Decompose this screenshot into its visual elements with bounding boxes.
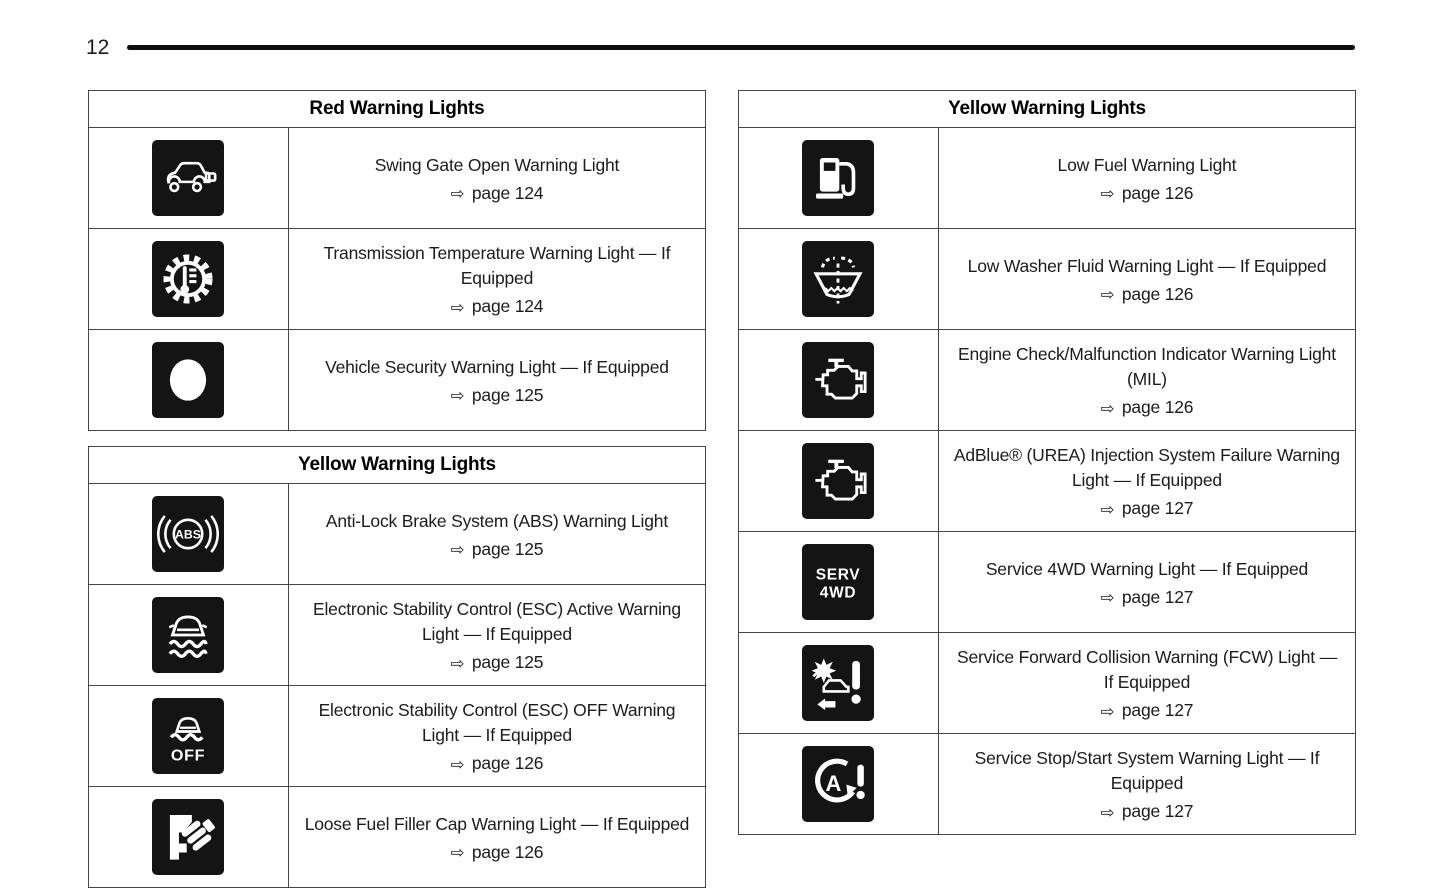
vehicle-security-icon [157, 347, 219, 413]
icon-cell [739, 633, 939, 734]
warning-light-row [739, 431, 1356, 532]
warning-light-row [89, 229, 706, 330]
icon-cell [89, 128, 289, 229]
warning-light-label: Service 4WD Warning Light — If Equipped [985, 558, 1309, 579]
page-reference-text: page 125 [467, 384, 544, 405]
arrow-icon: ⇨ [450, 185, 465, 203]
icon-cell [89, 787, 289, 888]
fcw-icon [807, 650, 869, 716]
icon-cell [89, 330, 289, 431]
arrow-icon: ⇨ [1100, 702, 1115, 721]
warning-light-label: Transmission Temperature Warning Light — If Equipped [323, 243, 671, 288]
page-number: 12 [86, 36, 110, 59]
warning-light-icon-box [802, 443, 874, 519]
page-reference-link[interactable] [303, 385, 691, 406]
esc-off-icon [157, 703, 219, 769]
abs-icon [157, 501, 219, 567]
warning-light-icon-box [802, 140, 874, 216]
page-reference-text: page 125 [467, 538, 544, 559]
warning-light-icon-box [152, 140, 224, 216]
page-reference-link[interactable] [303, 183, 691, 204]
page-reference-text: page 126 [467, 753, 544, 773]
yellow-warning-lights-table-left [88, 446, 706, 888]
icon-cell [739, 734, 939, 835]
page-reference-link[interactable] [303, 652, 691, 673]
page-reference-link[interactable] [953, 700, 1341, 721]
arrow-icon: ⇨ [1100, 589, 1115, 607]
page-reference-link[interactable] [953, 498, 1341, 519]
page-reference-link[interactable] [303, 539, 691, 560]
page-reference-link[interactable] [953, 587, 1341, 608]
right-column [738, 90, 1356, 835]
warning-light-row [89, 585, 706, 686]
warning-light-row [739, 229, 1356, 330]
description-cell [938, 128, 1355, 229]
loose-fuel-filler-cap-icon [157, 804, 219, 870]
warning-light-icon-box [152, 698, 224, 774]
warning-light-icon-box [802, 544, 874, 620]
page-reference-text: page 125 [467, 652, 544, 672]
arrow-icon: ⇨ [450, 298, 465, 317]
page-reference-link[interactable] [953, 284, 1341, 305]
yellow-warning-lights-table-right [738, 90, 1356, 835]
table-title: Red Warning Lights [89, 91, 706, 128]
page-reference-link[interactable] [953, 801, 1341, 822]
warning-light-label: Low Washer Fluid Warning Light — If Equipped [967, 255, 1327, 276]
page-reference-text: page 127 [1117, 700, 1194, 720]
engine-check-icon [807, 448, 869, 514]
page-reference-text: page 127 [1117, 801, 1194, 821]
description-cell [288, 787, 705, 888]
description-cell [288, 330, 705, 431]
page-reference-text: page 127 [1117, 586, 1194, 607]
page-reference-text: page 126 [1117, 397, 1194, 417]
warning-light-label: Anti-Lock Brake System (ABS) Warning Light [325, 510, 668, 531]
arrow-icon: ⇨ [1100, 185, 1115, 203]
red-warning-lights-table [88, 90, 706, 431]
stop-start-icon [807, 751, 869, 817]
warning-light-row [89, 330, 706, 431]
warning-light-icon-box [152, 597, 224, 673]
arrow-icon: ⇨ [450, 387, 465, 405]
warning-light-row [739, 734, 1356, 835]
page-reference-link[interactable] [303, 753, 691, 774]
arrow-icon: ⇨ [1100, 500, 1115, 519]
warning-light-label: Service Forward Collision Warning (FCW) Light — If Equipped [956, 647, 1337, 692]
description-cell [938, 734, 1355, 835]
warning-light-label: Loose Fuel Filler Cap Warning Light — If Equipped [304, 813, 690, 834]
page-reference-link[interactable] [303, 842, 691, 863]
page-reference-text: page 127 [1117, 498, 1194, 518]
arrow-icon: ⇨ [1100, 803, 1115, 822]
warning-light-row [739, 128, 1356, 229]
warning-light-icon-box [152, 342, 224, 418]
warning-light-icon-box [152, 496, 224, 572]
description-cell [288, 128, 705, 229]
icon-cell [739, 128, 939, 229]
warning-light-row [89, 484, 706, 585]
warning-light-label: AdBlue® (UREA) Injection System Failure Warning Light — If Equipped [953, 445, 1340, 490]
description-cell [288, 686, 705, 787]
warning-light-label: Electronic Stability Control (ESC) Active Warning Light — If Equipped [313, 599, 681, 644]
warning-light-row [89, 787, 706, 888]
serv-4wd-icon [807, 549, 869, 615]
warning-light-icon-box [802, 645, 874, 721]
swing-gate-open-icon [157, 145, 219, 211]
arrow-icon: ⇨ [1100, 286, 1115, 304]
icon-cell [739, 431, 939, 532]
arrow-icon: ⇨ [450, 654, 465, 673]
icon-cell [89, 229, 289, 330]
arrow-icon: ⇨ [450, 844, 465, 862]
description-cell [938, 431, 1355, 532]
description-cell [938, 532, 1355, 633]
warning-light-icon-box [152, 799, 224, 875]
description-cell [288, 229, 705, 330]
low-washer-fluid-icon [807, 246, 869, 312]
esc-active-icon [157, 602, 219, 668]
warning-light-row [89, 686, 706, 787]
icon-cell [739, 330, 939, 431]
description-cell [938, 633, 1355, 734]
icon-cell [89, 585, 289, 686]
transmission-temperature-icon [157, 246, 219, 312]
warning-light-row [739, 532, 1356, 633]
page-reference-text: page 126 [1117, 182, 1194, 203]
description-cell [938, 330, 1355, 431]
page-reference-link[interactable] [303, 296, 691, 317]
icon-cell [739, 532, 939, 633]
warning-light-icon-box [802, 241, 874, 317]
warning-light-row [739, 330, 1356, 431]
low-fuel-icon [807, 145, 869, 211]
warning-light-icon-box [802, 342, 874, 418]
page-reference-link[interactable] [953, 183, 1341, 204]
icon-cell [89, 686, 289, 787]
arrow-icon: ⇨ [1100, 399, 1115, 418]
warning-light-label: Swing Gate Open Warning Light [374, 154, 620, 175]
warning-light-label: Electronic Stability Control (ESC) OFF Warning Light — If Equipped [318, 700, 676, 745]
table-title: Yellow Warning Lights [739, 91, 1356, 128]
page-reference-text: page 126 [467, 841, 544, 862]
warning-light-icon-box [802, 746, 874, 822]
warning-light-row [89, 128, 706, 229]
arrow-icon: ⇨ [450, 541, 465, 559]
table-title: Yellow Warning Lights [89, 447, 706, 484]
warning-light-label: Engine Check/Malfunction Indicator Warning Light (MIL) [958, 344, 1336, 389]
header-rule [127, 45, 1355, 50]
page-reference-text: page 126 [1117, 283, 1194, 304]
page-reference-link[interactable] [953, 397, 1341, 418]
warning-light-row [739, 633, 1356, 734]
page-reference-text: page 124 [467, 296, 544, 316]
warning-light-icon-box [152, 241, 224, 317]
warning-light-label: Vehicle Security Warning Light — If Equipped [325, 356, 669, 377]
description-cell [288, 484, 705, 585]
description-cell [938, 229, 1355, 330]
arrow-icon: ⇨ [450, 755, 465, 774]
page-reference-text: page 124 [467, 182, 544, 203]
warning-light-label: Service Stop/Start System Warning Light — If Equipped [974, 748, 1320, 793]
left-column [88, 90, 706, 888]
description-cell [288, 585, 705, 686]
warning-light-label: Low Fuel Warning Light [1057, 154, 1237, 175]
engine-check-icon [807, 347, 869, 413]
icon-cell [89, 484, 289, 585]
icon-cell [739, 229, 939, 330]
